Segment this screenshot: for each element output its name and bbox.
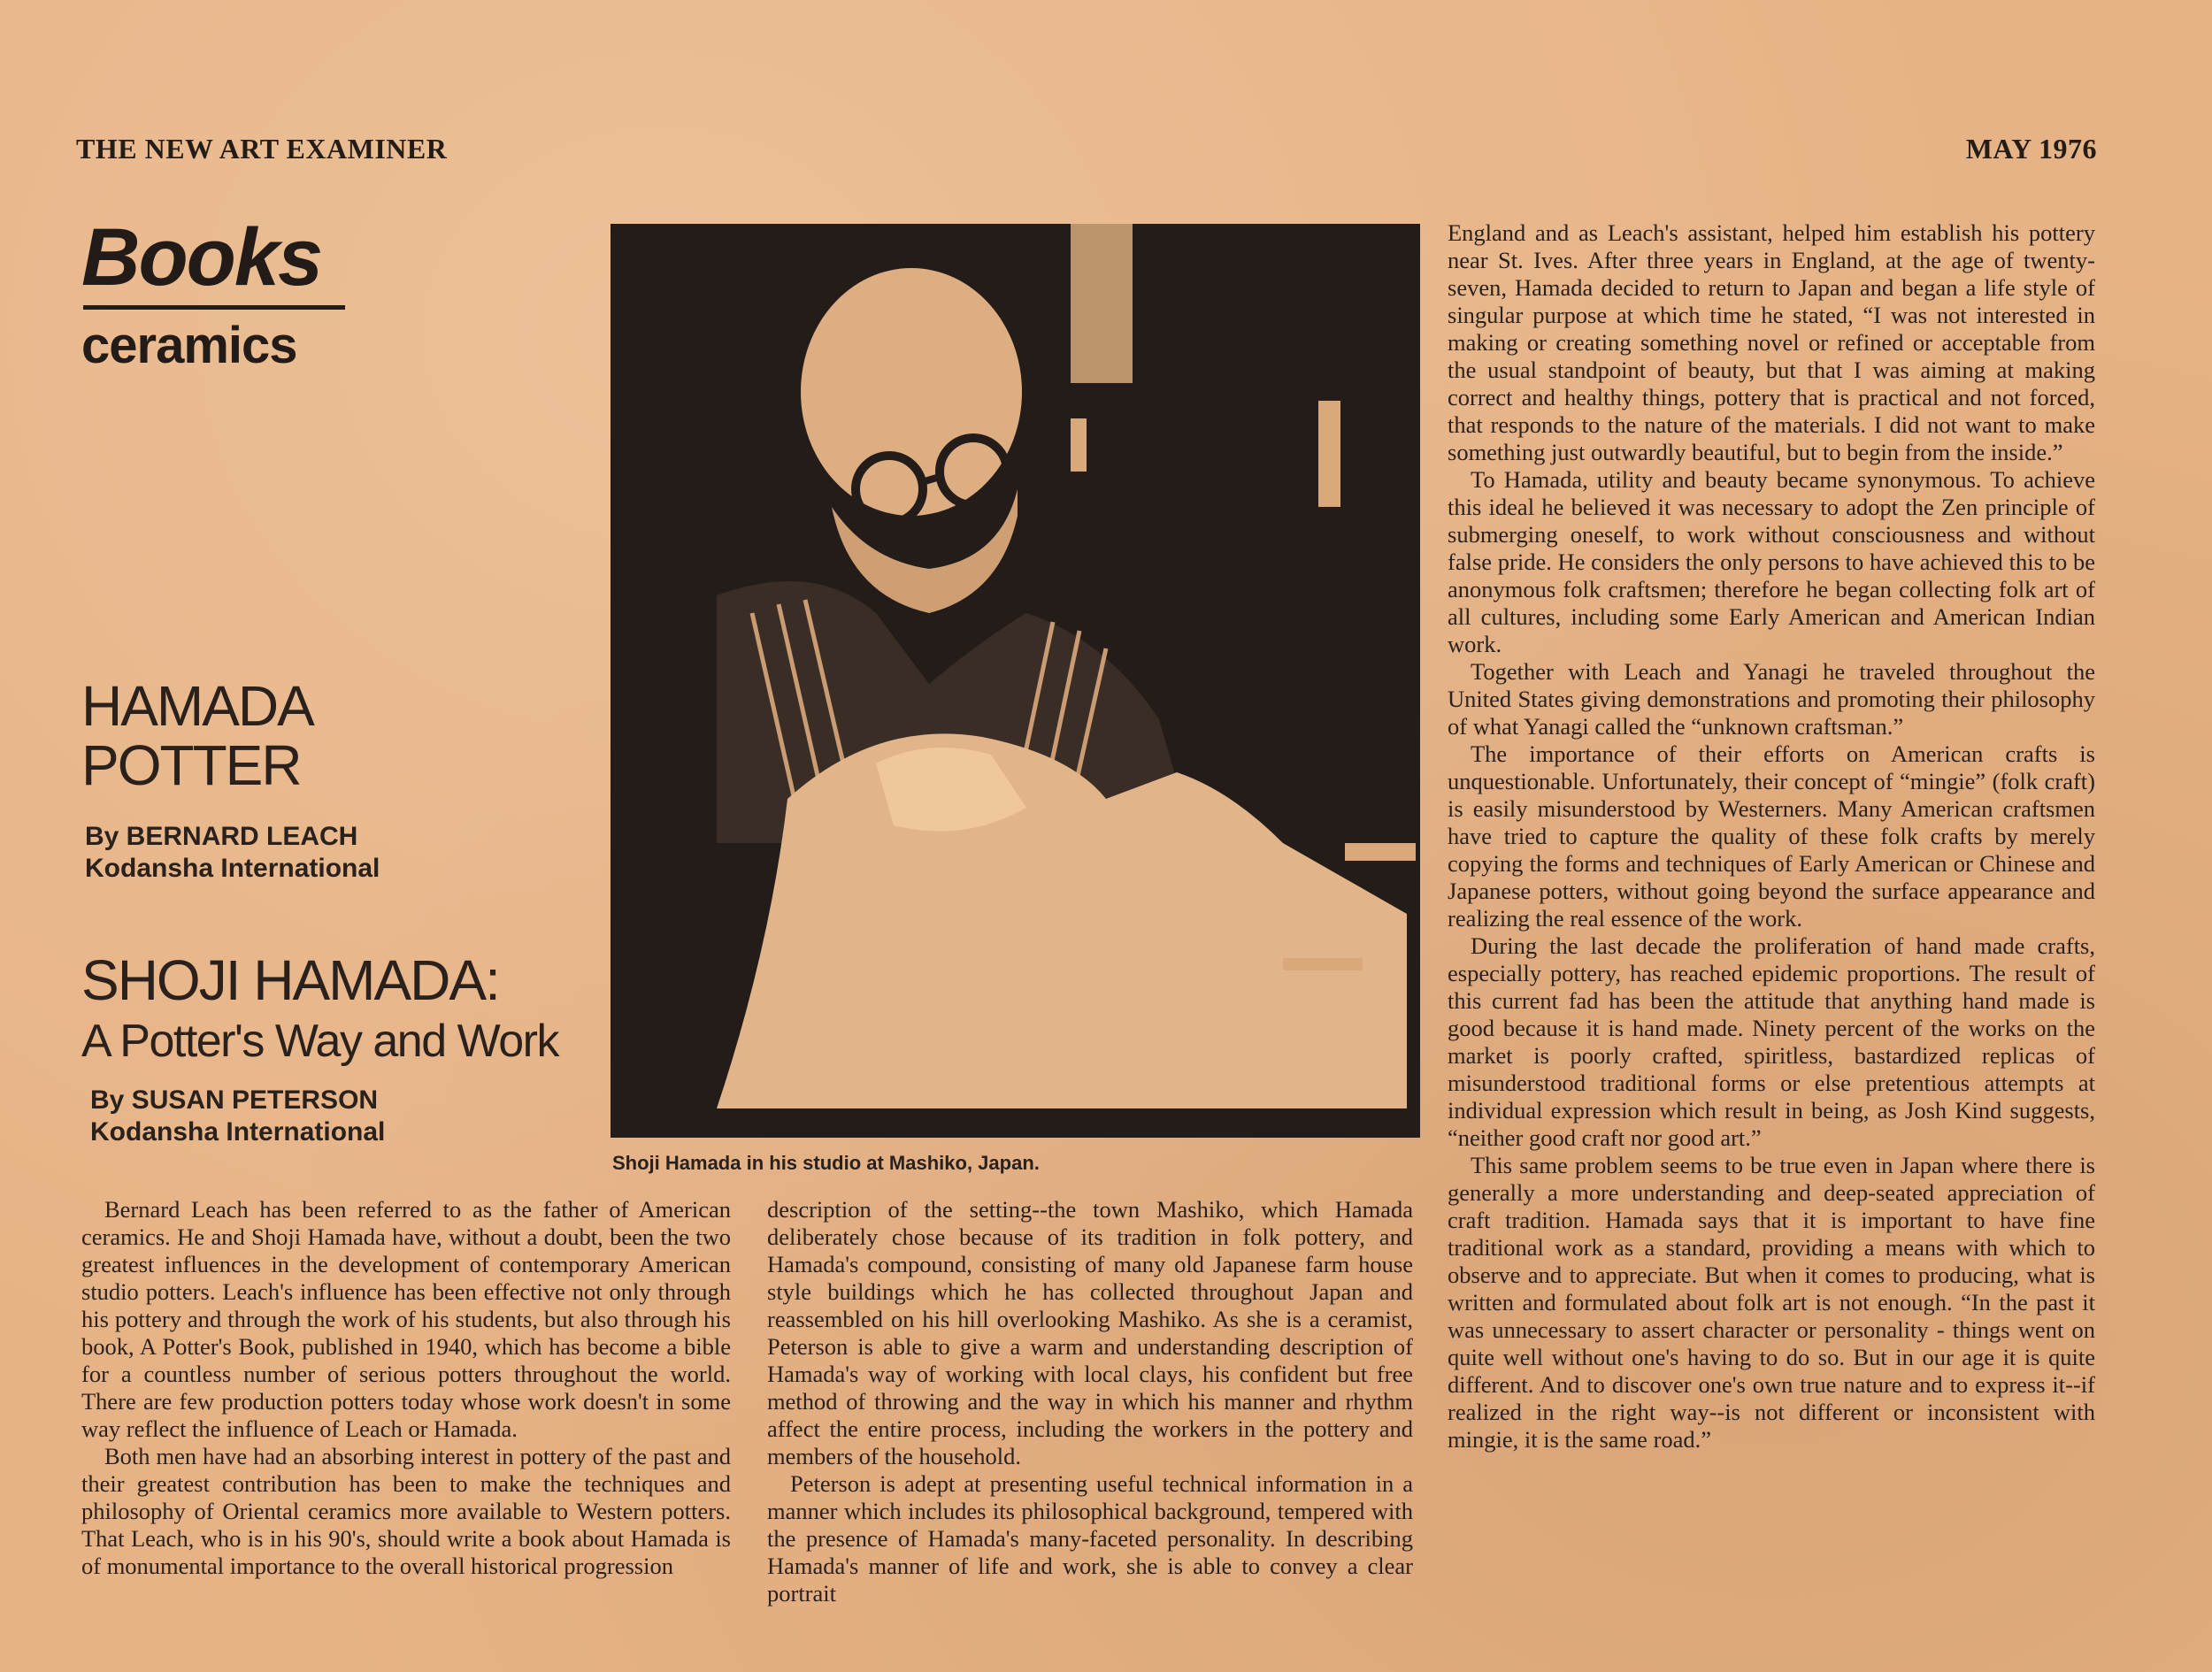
photo-caption: Shoji Hamada in his studio at Mashiko, Japan. [612,1152,1040,1174]
book2-publisher: Kodansha International [90,1117,386,1147]
book2-title-line1: SHOJI HAMADA: [81,948,499,1012]
publication-name: THE NEW ART EXAMINER [76,133,448,165]
section-subtitle: ceramics [81,317,297,374]
book1-title-line1: HAMADA [81,674,313,738]
book2-title-line2: A Potter's Way and Work [81,1016,558,1067]
col2-paragraph-2: Peterson is adept at presenting useful technical information in a manner which includes its philosophical background, tempered with the presence of Hamada's many-faceted personality. In describing Hamada's manner of life and work, she is able to convey a clear portrait [767,1470,1413,1607]
book1-publisher: Kodansha International [85,854,380,883]
col3-paragraph-5: During the last decade the proliferation of hand made crafts, especially pottery, has reached epidemic proportions. The result of this current fad has been the attitude that anything hand made is good because it is hand made. Ninety percent of the works on the market is poorly crafted, spiritless, bastardized replicas of misunderstood traditional forms or else pretentious attempts at individual expression which result in being, as Josh Kind suggests, “neither good craft nor good art.” [1448,932,2095,1151]
issue-date: MAY 1976 [1965,133,2097,165]
article-column-3 [1448,219,2095,1453]
section-rule [83,305,345,310]
book1-author: By BERNARD LEACH [85,822,358,851]
book1-title-line2: POTTER [81,733,301,798]
col2-paragraph-1: description of the setting--the town Mashiko, which Hamada deliberately chose because of its tradition in folk pottery, and Hamada's compound, consisting of many old Japanese farm house style buildings which he has collected throughout Japan and reassembled on his hill overlooking Mashiko. As she is a ceramist, Peterson is able to give a warm and understanding description of Hamada's way of working with local clays, his confident but free method of throwing and the way in which his manner and rhythm affect the entire process, including the workers in the pottery and members of the household. [767,1196,1413,1469]
article-column-1 [81,1196,731,1580]
col3-paragraph-1: England and as Leach's assistant, helped him establish his pottery near St. Ives. After three years in England, at the age of twenty-seven, Hamada decided to return to Japan and began a life style of singular purpose at which time he stated, “I was not interested in making or creating something novel or refined or acceptable from the usual standpoint of beauty, but that I was aiming at making correct and healthy things, pottery that is practical and not forced, that responds to the nature of the materials. I did not want to make something just outwardly beautiful, but to begin from the inside.” [1448,219,2095,465]
book1-byline [85,821,380,885]
col1-paragraph-2: Both men have had an absorbing interest in pottery of the past and their greatest contribution has been to make the techniques and philosophy of Oriental ceramics more available to Western potters. That Leach, who is in his 90's, should write a book about Hamada is of monumental importance to the overall historical progression [81,1443,731,1579]
col1-paragraph-1: Bernard Leach has been referred to as the father of American ceramics. He and Shoji Hamada have, without a doubt, been the two greatest influences in the development of contemporary American studio potters. Leach's influence has been effective not only through his pottery and through the work of his students, but also through his book, A Potter's Book, published in 1940, which has become a bible for a countless number of serious potters throughout the world. There are few production potters today whose work doesn't in some way reflect the influence of Leach or Hamada. [81,1196,731,1442]
col3-paragraph-2: To Hamada, utility and beauty became synonymous. To achieve this ideal he believed it was necessary to adopt the Zen principle of submerging oneself, to work without consciousness and without false pride. He considers the only persons to have achieved this to be anonymous folk craftsmen; therefore he began collecting folk art of all cultures, including some Early American and American Indian work. [1448,466,2095,657]
book1-title [81,674,313,798]
col3-paragraph-6: This same problem seems to be true even in Japan where there is generally a more understanding and deep-seated appreciation of craft tradition. Hamada says that it is important to have fine traditional work as a standard, providing a means with which to observe and to appreciate. But when it comes to producing, what is written and formulated about folk art is not enough. “In the past it was unnecessary to assert character or personality - things went on quite well without one's having to do so. But in our age it is quite different. And to discover one's own true nature and to express it--if realized in the right way--is not different or inconsistent with mingie, it is the same road.” [1448,1152,2095,1453]
col3-paragraph-3: Together with Leach and Yanagi he traveled throughout the United States giving demonstrations and promoting their philosophy of what Yanagi called the “unknown craftsman.” [1448,658,2095,740]
photo-illustration [611,224,1420,1138]
hamada-photo [611,224,1420,1138]
book2-byline [90,1085,385,1148]
col3-paragraph-4: The importance of their efforts on American crafts is unquestionable. Unfortunately, their concept of “mingie” (folk craft) is easily misunderstood by Westerners. Many American craftsmen have tried to capture the quality of these folk crafts by merely copying the forms and techniques of Early American or Chinese and Japanese potters, without going beyond the surface appearance and realizing the real essence of the work. [1448,740,2095,932]
article-column-2 [767,1196,1413,1607]
book2-author: By SUSAN PETERSON [90,1085,379,1115]
section-title: Books [81,212,322,303]
